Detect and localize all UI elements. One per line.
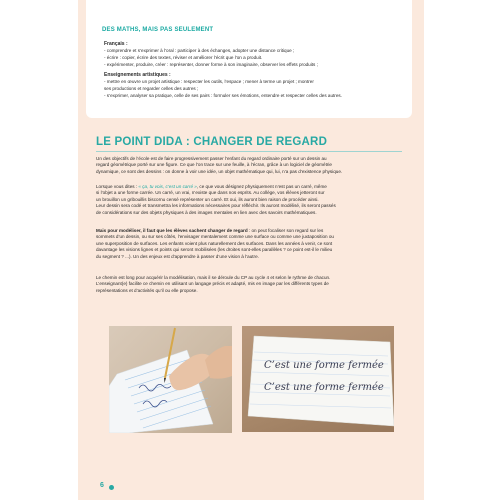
paragraph-line: représentations et d’activités qu’il ou elle propose. xyxy=(96,287,198,293)
photo-child-writing xyxy=(109,326,232,433)
handwritten-line-2: C’est une forme fermée xyxy=(264,382,384,393)
paragraph-line: si l’objet a une forme carrée. Un carré, un vrai, n’existe que dans nos esprits. Au collège, vos élèves jetteront sur xyxy=(96,190,325,196)
bold-lead: Mais pour modéliser, il faut que les élèves sachent changer de regard xyxy=(96,228,248,233)
francais-heading: Français : xyxy=(104,41,128,47)
paragraph-line: du segment ? ...). Un des enjeux est d’apprendre à passer d’une vision à l’autre. xyxy=(96,253,259,259)
arts-line: - mettre en œuvre un projet artistique : respecter les outils, l’espace ; mener à terme un projet ; montrer xyxy=(104,79,314,84)
handwritten-line-1: C’est une forme fermée xyxy=(264,360,384,371)
page-number: 6 xyxy=(100,482,104,489)
paragraph-2 xyxy=(96,184,402,216)
quote-highlight: « ça, tu vois, c’est un carré » xyxy=(138,184,197,189)
paragraph-rest: : on peut focaliser son regard sur les xyxy=(247,228,324,233)
paragraph-line: L’enseignant(e) facilite ce chemin en utilisant un langage précis et adapté, mis en image par les différents types de xyxy=(96,281,329,287)
paragraph-lead: Lorsque vous dites : xyxy=(96,184,139,189)
section-title: LE POINT DIDA : CHANGER DE REGARD xyxy=(96,136,328,148)
document-page xyxy=(78,0,424,500)
francais-line: - expérimenter, produire, créer : représenter, donner forme à son imaginaire, observer les effets produits ; xyxy=(104,62,318,67)
handwritten-sheet-illustration xyxy=(242,326,394,432)
paragraph-line: regard géométrique porté sur une figure. Ce que l’on trace sur une feuille, à l’écran, grâce à un logiciel de géométrie xyxy=(96,162,332,168)
paragraph-line: dynamique, ce sont des dessins : on donne à voir une idée, un objet mathématique qui, lui, n’a pas d’existence physique. xyxy=(96,168,343,174)
arts-heading: Enseignements artistiques : xyxy=(104,72,171,78)
paragraph-line: un brouillon un gribouillis biscornu censé représenter un carré. Et oui, ils auront bien raison de procéder ainsi. xyxy=(96,196,319,202)
arts-line: - s’exprimer, analyser sa pratique, celle de ses pairs : formuler ses émotions, entendre et respecter celles des autres. xyxy=(104,93,342,98)
paragraph-line: sommets d’un dessin, ou sur ses côtés, l’envisager mentalement comme une surface ou comme une juxtaposition ou xyxy=(96,234,334,240)
arts-line: ses productions et regarder celles des autres ; xyxy=(104,86,199,91)
photo-child-writing-illustration xyxy=(109,326,232,433)
paragraph-line: Un des objectifs de l’école est de faire progressivement passer l’enfant du regard ordinaire porté sur un dessin au xyxy=(96,156,327,161)
paragraph-4 xyxy=(96,275,402,294)
paragraph-1 xyxy=(96,156,402,175)
paragraph-line: davantage les visions lignes et points qui seront mobilisées (les droites sont-elles parallèles ? ce point est-il le milieu xyxy=(96,247,333,253)
francais-line: - écrire : copier, écrire des textes, réviser et améliorer l’écrit que l’on a produit. xyxy=(104,55,263,60)
paragraph-rest: , ce que vous désignez physiquement n’est pas un carré, même xyxy=(196,184,327,189)
page-number-dot xyxy=(109,485,114,490)
paragraph-line: une superposition de surfaces. Les enfants voient plus naturellement des surfaces. Dans les années à venir, ce sont xyxy=(96,240,333,246)
paragraph-line: Le chemin est long pour acquérir la modélisation, mais il se déroule du CP au cycle 4 et selon le rythme de chacun. xyxy=(96,275,331,280)
section-divider xyxy=(96,151,402,152)
info-box xyxy=(86,0,412,118)
francais-line: - comprendre et s’exprimer à l’oral : participer à des échanges, adopter une distance critique ; xyxy=(104,48,295,53)
paragraph-3 xyxy=(96,228,402,260)
info-box-title: DES MATHS, MAIS PAS SEULEMENT xyxy=(102,27,214,33)
paragraph-line: de considérations sur des objets physiques à des images mentales en lien avec des savoirs mathématiques. xyxy=(96,209,317,215)
paragraph-line: Leur dessin sera codé et transmettra les informations nécessaires pour réfléchir. Ils auront modélisé, ils seront passés xyxy=(96,203,336,209)
photo-handwritten-sheet xyxy=(242,326,394,432)
